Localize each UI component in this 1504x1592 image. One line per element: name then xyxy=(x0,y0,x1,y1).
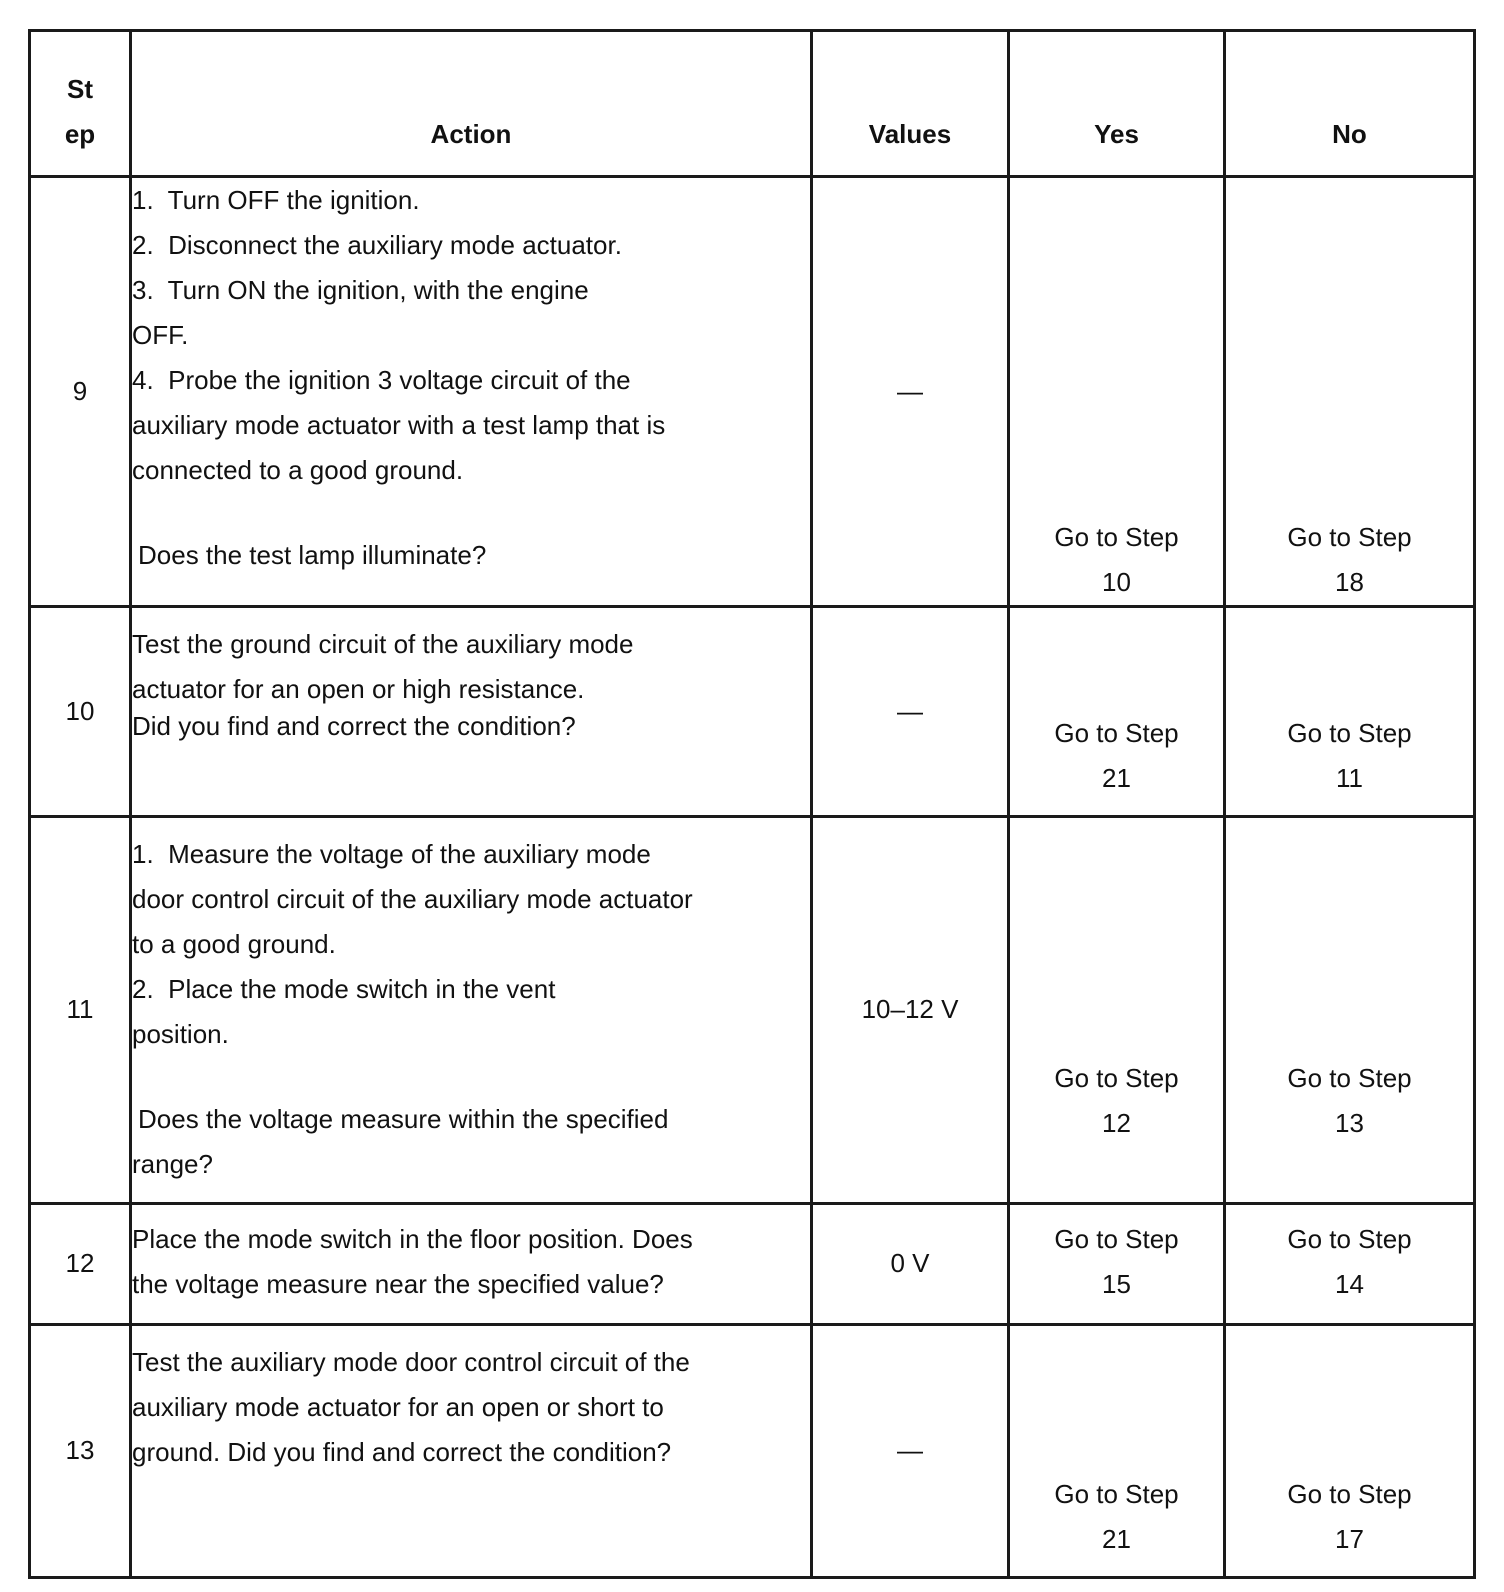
action-line: 1. Turn OFF the ignition. xyxy=(132,185,420,215)
no-step-number: 17 xyxy=(1335,1524,1364,1554)
value-cell: 10–12 V xyxy=(812,816,1009,1203)
step-header-line2: ep xyxy=(64,119,96,149)
action-line: actuator for an open or high resistance. xyxy=(132,674,585,705)
yes-go-to-label: Go to Step xyxy=(1054,1223,1179,1254)
action-cell xyxy=(131,1203,812,1324)
action-line: connected to a good ground. xyxy=(132,455,464,485)
action-cell xyxy=(131,177,812,607)
yes-cell xyxy=(1009,816,1225,1203)
question-line: Does the voltage measure within the specified xyxy=(138,1103,669,1134)
yes-step-number: 10 xyxy=(1102,567,1131,598)
yes-go-to-label: Go to Step xyxy=(1054,522,1179,553)
yes-cell xyxy=(1009,177,1225,607)
action-cell xyxy=(131,1324,812,1577)
yes-step-number: 21 xyxy=(1102,1524,1131,1554)
yes-go-to-label: Go to Step xyxy=(1054,717,1179,748)
action-cell xyxy=(131,816,812,1203)
no-step-number: 13 xyxy=(1335,1107,1364,1138)
action-line: Test the ground circuit of the auxiliary mode xyxy=(132,629,634,660)
table-row xyxy=(30,1324,1475,1577)
action-cell xyxy=(131,607,812,816)
action-header: Action xyxy=(131,31,812,177)
no-header: No xyxy=(1225,31,1475,177)
action-line: 4. Probe the ignition 3 voltage circuit of the xyxy=(132,365,631,395)
action-line: auxiliary mode actuator for an open or short to xyxy=(132,1391,664,1422)
action-line: the voltage measure near the specified value? xyxy=(132,1268,664,1299)
values-header: Values xyxy=(812,31,1009,177)
value-cell: — xyxy=(812,177,1009,607)
value-cell: 0 V xyxy=(812,1203,1009,1324)
no-cell xyxy=(1225,1203,1475,1324)
action-line: to a good ground. xyxy=(132,928,336,959)
no-go-to-label: Go to Step xyxy=(1287,522,1412,553)
step-number: 10 xyxy=(30,607,131,816)
action-line: Test the auxiliary mode door control circuit of the xyxy=(132,1346,690,1377)
step-header xyxy=(30,31,131,177)
action-line: 1. Measure the voltage of the auxiliary mode xyxy=(132,838,651,869)
yes-step-number: 12 xyxy=(1102,1107,1131,1138)
question-line: range? xyxy=(132,1148,213,1179)
table-row xyxy=(30,177,1475,607)
yes-cell xyxy=(1009,1324,1225,1577)
action-line: Did you find and correct the condition? xyxy=(132,711,576,742)
yes-header: Yes xyxy=(1009,31,1225,177)
yes-cell xyxy=(1009,1203,1225,1324)
yes-cell xyxy=(1009,607,1225,816)
step-number: 13 xyxy=(30,1324,131,1577)
no-step-number: 14 xyxy=(1335,1268,1364,1299)
no-step-number: 18 xyxy=(1335,567,1364,598)
action-line: position. xyxy=(132,1018,229,1049)
no-go-to-label: Go to Step xyxy=(1287,717,1412,748)
action-line: 2. Place the mode switch in the vent xyxy=(132,973,556,1004)
action-line: ground. Did you find and correct the condition? xyxy=(132,1436,672,1467)
step-number: 12 xyxy=(30,1203,131,1324)
no-go-to-label: Go to Step xyxy=(1287,1479,1412,1509)
no-cell xyxy=(1225,1324,1475,1577)
action-line: 2. Disconnect the auxiliary mode actuator. xyxy=(132,230,622,260)
action-line: 3. Turn ON the ignition, with the engine xyxy=(132,275,589,305)
no-cell xyxy=(1225,607,1475,816)
step-number: 11 xyxy=(30,816,131,1203)
diagnostic-table xyxy=(28,29,1476,1579)
step-header-line1: St xyxy=(67,74,93,104)
action-line: Place the mode switch in the floor position. Does xyxy=(132,1223,693,1254)
yes-step-number: 21 xyxy=(1102,762,1131,793)
action-line: door control circuit of the auxiliary mode actuator xyxy=(132,883,693,914)
yes-go-to-label: Go to Step xyxy=(1054,1479,1179,1509)
yes-step-number: 15 xyxy=(1102,1268,1131,1299)
table-row xyxy=(30,607,1475,816)
step-number: 9 xyxy=(30,177,131,607)
action-line: OFF. xyxy=(132,320,189,350)
value-cell: — xyxy=(812,607,1009,816)
no-cell xyxy=(1225,816,1475,1203)
table-row xyxy=(30,1203,1475,1324)
value-cell: — xyxy=(812,1324,1009,1577)
action-line: auxiliary mode actuator with a test lamp that is xyxy=(132,410,666,440)
no-cell xyxy=(1225,177,1475,607)
question-line: Does the test lamp illuminate? xyxy=(138,540,487,570)
no-go-to-label: Go to Step xyxy=(1287,1062,1412,1093)
no-go-to-label: Go to Step xyxy=(1287,1223,1412,1254)
table-row xyxy=(30,816,1475,1203)
yes-go-to-label: Go to Step xyxy=(1054,1062,1179,1093)
header-row xyxy=(30,31,1475,177)
no-step-number: 11 xyxy=(1336,762,1363,793)
